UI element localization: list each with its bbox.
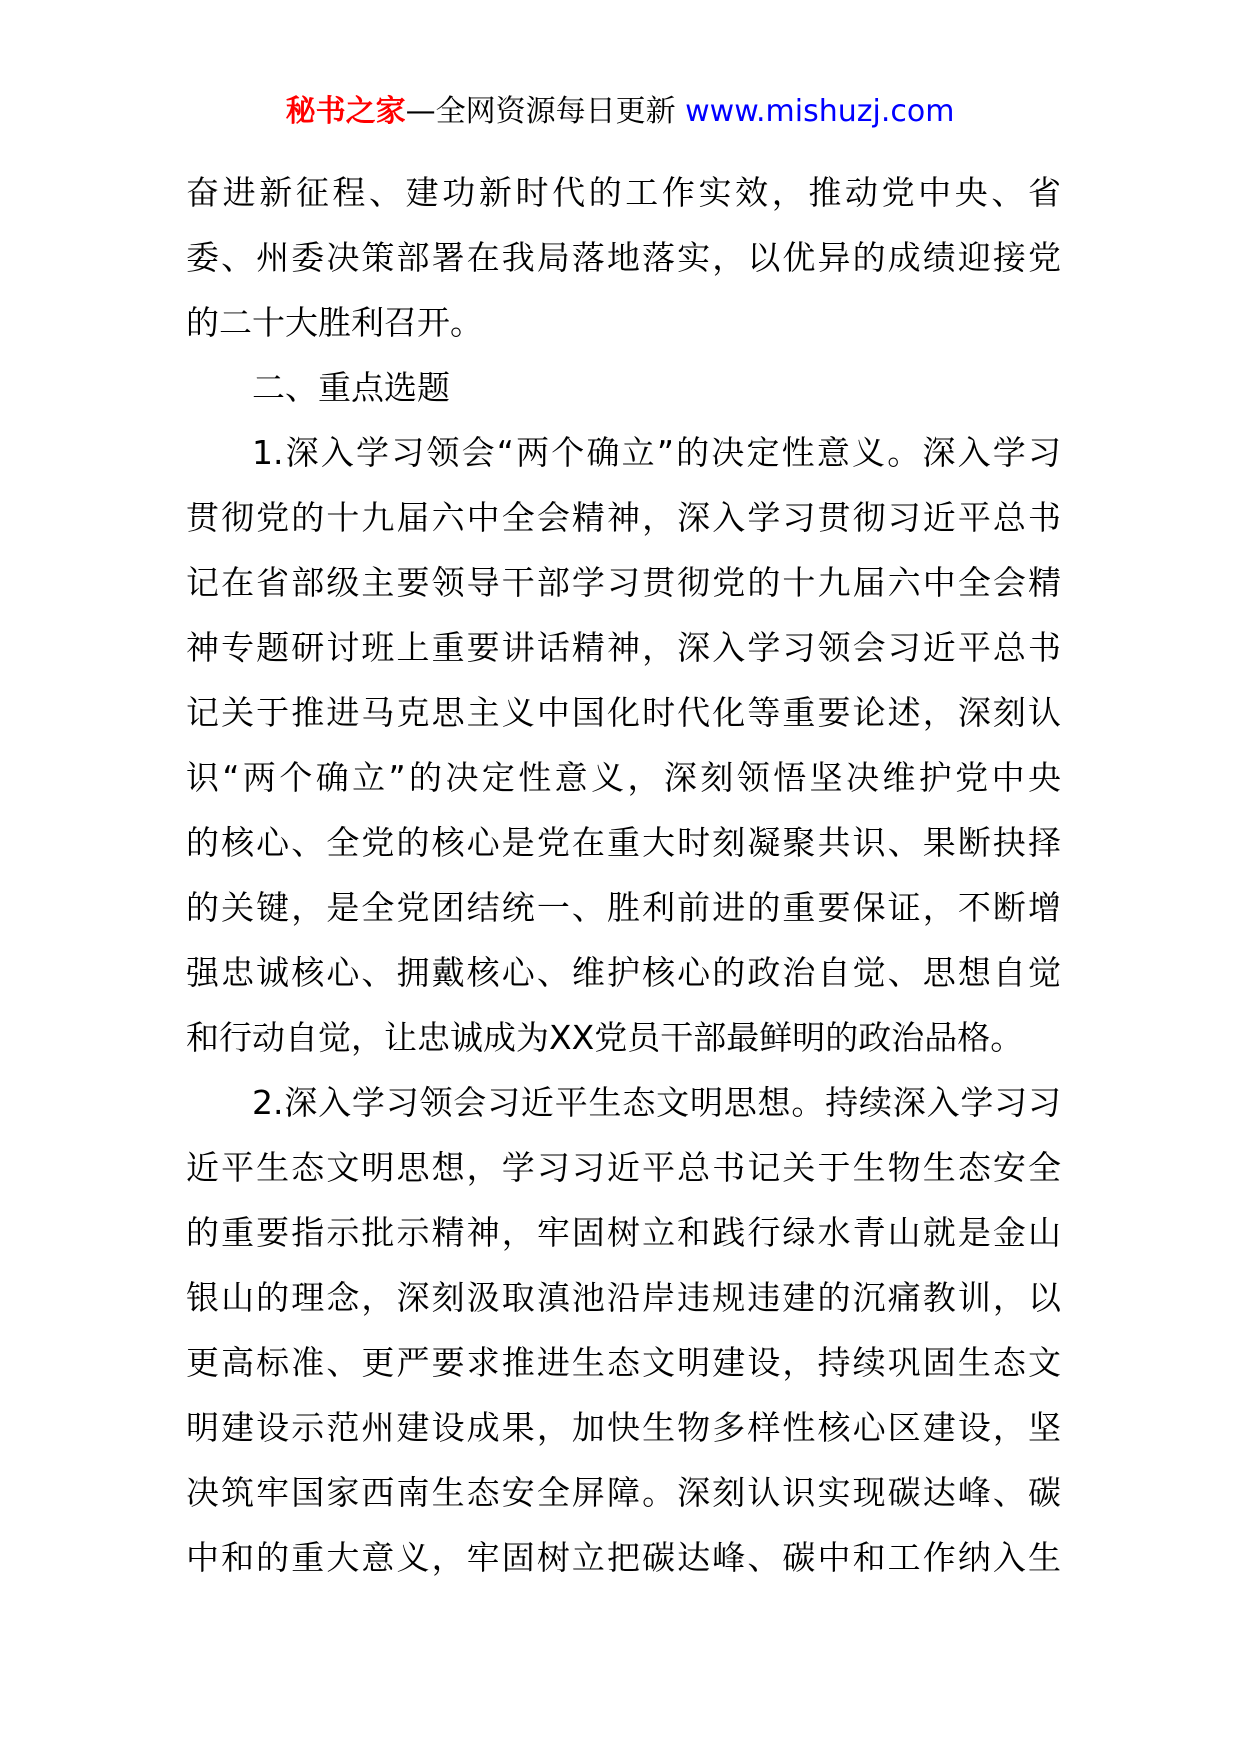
text-line: 记在省部级主要领导干部学习贯彻党的十九届六中全会精: [186, 563, 1061, 602]
section-heading: 二、重点选题: [252, 368, 450, 407]
text-line: 记关于推进马克思主义中国化时代化等重要论述，深刻认: [186, 693, 1061, 732]
text-line: 识“两个确立”的决定性意义，深刻领悟坚决维护党中央: [186, 758, 1061, 797]
text-line: 的重要指示批示精神，牢固树立和践行绿水青山就是金山: [186, 1213, 1061, 1252]
text-line: 明建设示范州建设成果，加快生物多样性核心区建设，坚: [186, 1408, 1061, 1447]
text-line: 委、州委决策部署在我局落地落实，以优异的成绩迎接党: [186, 238, 1061, 277]
text-line: 强忠诚核心、拥戴核心、维护核心的政治自觉、思想自觉: [186, 953, 1061, 992]
text-line: 贯彻党的十九届六中全会精神，深入学习贯彻习近平总书: [186, 498, 1061, 537]
site-url[interactable]: www.mishuzj.com: [685, 94, 955, 129]
site-header: [0, 92, 1240, 132]
text-line: 近平生态文明思想，学习习近平总书记关于生物生态安全: [186, 1148, 1061, 1187]
item-heading: 1.深入学习领会“两个确立”的决定性意义。深入学习: [252, 433, 1061, 472]
text-line: 更高标准、更严要求推进生态文明建设，持续巩固生态文: [186, 1343, 1061, 1382]
text-line: 银山的理念，深刻汲取滇池沿岸违规违建的沉痛教训，以: [186, 1278, 1061, 1317]
text-line: 的核心、全党的核心是党在重大时刻凝聚共识、果断抉择: [186, 823, 1061, 862]
header-tagline: —全网资源每日更新: [405, 94, 676, 129]
text-line: 中和的重大意义，牢固树立把碳达峰、碳中和工作纳入生: [186, 1538, 1061, 1577]
document-body: [186, 160, 1061, 1590]
text-line: 和行动自觉，让忠诚成为XX党员干部最鲜明的政治品格。: [186, 1018, 1024, 1057]
text-line: 的关键，是全党团结统一、胜利前进的重要保证，不断增: [186, 888, 1061, 927]
item-heading: 2.深入学习领会习近平生态文明思想。持续深入学习习: [252, 1083, 1061, 1122]
text-line: 决筑牢国家西南生态安全屏障。深刻认识实现碳达峰、碳: [186, 1473, 1061, 1512]
text-line: 的二十大胜利召开。: [186, 303, 483, 342]
brand-name: 秘书之家: [285, 94, 406, 129]
text-line: 神专题研讨班上重要讲话精神，深入学习领会习近平总书: [186, 628, 1061, 667]
text-line: 奋进新征程、建功新时代的工作实效，推动党中央、省: [186, 173, 1061, 212]
